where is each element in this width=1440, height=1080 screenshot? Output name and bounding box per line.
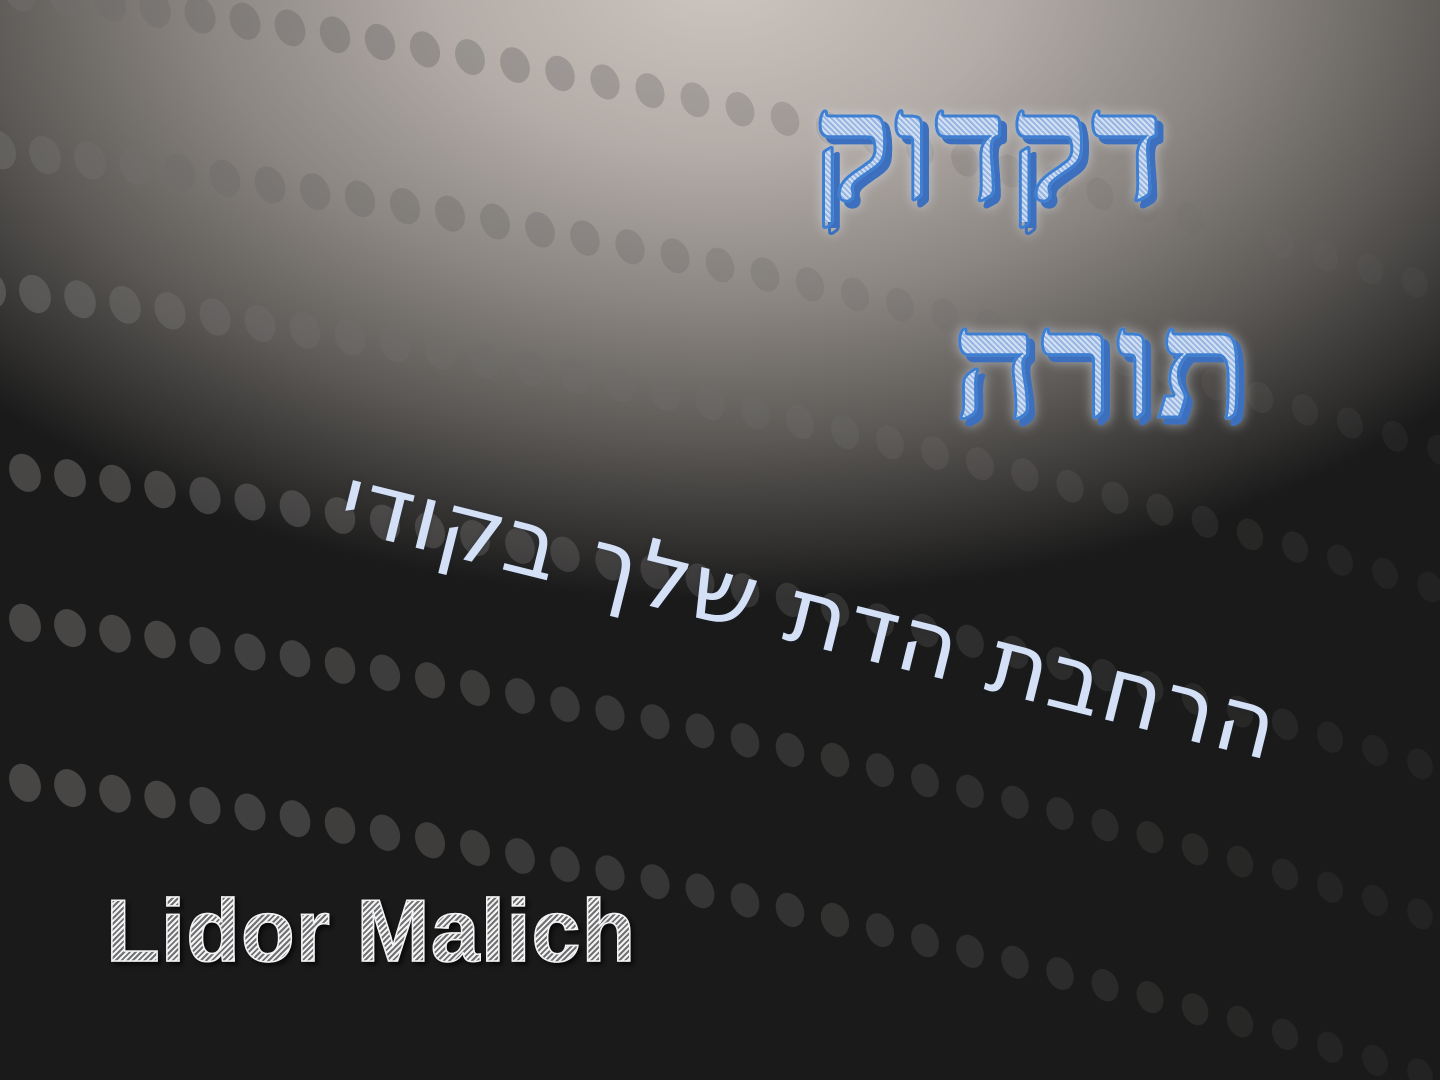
decorative-dot xyxy=(93,610,136,658)
decorative-dot xyxy=(1187,501,1224,542)
decorative-dot xyxy=(1041,953,1079,995)
decorative-dot xyxy=(680,869,720,913)
decorative-dot xyxy=(630,68,670,112)
decorative-dot xyxy=(13,270,57,319)
decorative-dot xyxy=(635,699,675,743)
decorative-dot xyxy=(1402,1054,1437,1080)
decorative-dot xyxy=(1222,841,1259,882)
decorative-dot xyxy=(951,770,989,812)
decorative-dot xyxy=(0,0,42,17)
decorative-dot xyxy=(93,460,136,508)
slide-subtitle: הרחבת הדת שלך בקודי xyxy=(329,445,1291,782)
decorative-dot xyxy=(1422,430,1440,469)
decorative-dot xyxy=(1222,1001,1259,1042)
decorative-dot xyxy=(1141,489,1178,530)
decorative-dot xyxy=(48,604,92,652)
decorative-dot xyxy=(3,598,47,647)
decorative-dot xyxy=(585,60,625,105)
decorative-dot xyxy=(138,616,181,664)
decorative-dot xyxy=(996,941,1034,983)
decorative-dot xyxy=(464,337,505,383)
decorative-dot xyxy=(184,472,227,520)
decorative-dot xyxy=(1332,403,1368,443)
decorative-dot xyxy=(675,78,715,122)
decorative-dot xyxy=(138,776,181,824)
decorative-dot xyxy=(780,400,819,444)
author-name: Lidor Malich xyxy=(106,881,637,980)
decorative-dot xyxy=(1217,210,1254,251)
decorative-dot xyxy=(1051,465,1089,507)
decorative-dot xyxy=(179,0,222,39)
decorative-dot xyxy=(88,0,131,27)
decorative-dot xyxy=(0,264,12,313)
decorative-dot xyxy=(635,859,675,903)
decorative-dot xyxy=(815,738,854,781)
slide-title-line-2: תורה xyxy=(952,277,1250,453)
decorative-dot xyxy=(184,782,227,830)
decorative-dot xyxy=(274,795,316,842)
decorative-dot xyxy=(48,764,92,812)
decorative-dot xyxy=(540,51,581,96)
decorative-dot xyxy=(1357,881,1393,921)
decorative-dot xyxy=(1357,1041,1393,1080)
decorative-dot xyxy=(520,207,561,252)
decorative-dot xyxy=(149,287,192,335)
decorative-dot xyxy=(409,817,450,863)
decorative-dot xyxy=(600,362,640,407)
decorative-dot xyxy=(3,758,47,807)
decorative-dot xyxy=(1177,829,1214,870)
decorative-dot xyxy=(1402,894,1437,933)
decorative-dot xyxy=(0,443,2,492)
decorative-dot xyxy=(1377,417,1413,456)
decorative-dot xyxy=(384,183,426,229)
decorative-dot xyxy=(495,42,536,87)
decorative-dot xyxy=(1131,817,1168,858)
decorative-dot xyxy=(184,622,227,670)
decorative-dot xyxy=(319,802,361,849)
decorative-dot xyxy=(0,753,2,802)
decorative-dot xyxy=(680,709,720,753)
decorative-dot xyxy=(500,833,541,878)
decorative-dot xyxy=(770,888,809,932)
decorative-dot xyxy=(1086,965,1123,1006)
decorative-dot xyxy=(319,642,361,689)
decorative-dot xyxy=(68,136,112,184)
decorative-dot xyxy=(138,466,181,514)
decorative-dot xyxy=(826,410,865,453)
decorative-dot xyxy=(881,283,920,326)
decorative-dot xyxy=(229,788,272,835)
decorative-dot xyxy=(409,657,450,703)
decorative-dot xyxy=(23,131,67,180)
decorative-dot xyxy=(1086,805,1123,846)
decorative-dot xyxy=(555,354,596,399)
decorative-dot xyxy=(294,168,336,215)
decorative-dot xyxy=(590,691,630,736)
decorative-dot xyxy=(1232,514,1268,554)
decorative-dot xyxy=(690,381,730,425)
decorative-dot xyxy=(836,273,875,316)
decorative-dot xyxy=(133,0,176,33)
decorative-dot xyxy=(1322,540,1358,580)
decorative-dot xyxy=(871,421,910,464)
decorative-dot xyxy=(329,314,371,361)
decorative-dot xyxy=(1287,390,1323,430)
decorative-dot xyxy=(1397,263,1433,302)
decorative-dot xyxy=(1041,793,1079,835)
decorative-dot xyxy=(745,253,784,297)
decorative-dot xyxy=(48,454,92,502)
decorative-dot xyxy=(545,682,586,727)
decorative-dot xyxy=(906,759,944,802)
decorative-dot xyxy=(364,810,406,856)
decorative-dot xyxy=(284,307,326,354)
decorative-dot xyxy=(359,19,401,65)
decorative-dot xyxy=(1262,223,1298,263)
decorative-dot xyxy=(204,155,247,202)
decorative-dot xyxy=(1006,454,1044,496)
decorative-dot xyxy=(113,142,156,190)
decorative-dot xyxy=(1352,249,1388,289)
decorative-dot xyxy=(861,749,900,792)
decorative-dot xyxy=(725,878,764,922)
decorative-dot xyxy=(906,919,944,962)
decorative-dot xyxy=(269,4,311,51)
decorative-dot xyxy=(339,176,381,223)
decorative-dot xyxy=(500,673,541,718)
decorative-dot xyxy=(239,300,282,347)
decorative-dot xyxy=(861,909,900,952)
decorative-dot xyxy=(1357,731,1393,771)
decorative-dot xyxy=(735,391,774,435)
decorative-dot xyxy=(1312,1027,1348,1067)
decorative-dot xyxy=(790,263,829,307)
decorative-dot xyxy=(364,650,406,696)
decorative-dot xyxy=(1312,867,1348,907)
decorative-dot xyxy=(454,825,495,871)
decorative-dot xyxy=(314,11,356,58)
decorative-dot xyxy=(0,126,22,175)
decorative-dot xyxy=(1412,567,1440,606)
decorative-dot xyxy=(1177,989,1214,1030)
decorative-dot xyxy=(419,329,460,375)
decorative-dot xyxy=(996,781,1034,823)
decorative-dot xyxy=(1172,197,1209,238)
decorative-dot xyxy=(610,224,650,269)
decorative-dot xyxy=(93,770,136,818)
decorative-dot xyxy=(916,432,954,475)
decorative-dot xyxy=(103,281,146,329)
decorative-dot xyxy=(1277,527,1313,567)
decorative-dot xyxy=(655,234,695,278)
decorative-dot xyxy=(229,628,272,675)
decorative-dot xyxy=(374,321,416,367)
decorative-dot xyxy=(1131,977,1168,1018)
decorative-dot xyxy=(815,898,854,941)
decorative-dot xyxy=(474,199,515,245)
decorative-dot xyxy=(43,0,87,22)
decorative-dot xyxy=(1267,1014,1303,1054)
decorative-dot xyxy=(565,216,606,261)
decorative-dot xyxy=(1096,477,1133,518)
decorative-dot xyxy=(1402,744,1437,783)
decorative-dot xyxy=(159,148,202,196)
decorative-dot xyxy=(951,930,989,972)
decorative-dot xyxy=(720,87,760,131)
decorative-dot xyxy=(274,635,316,682)
decorative-dot xyxy=(224,0,267,45)
decorative-dot xyxy=(645,371,685,415)
decorative-dot xyxy=(404,26,445,72)
decorative-dot xyxy=(725,718,764,762)
decorative-dot xyxy=(1307,236,1343,276)
slide-title-line-1: דקדוק xyxy=(811,59,1165,235)
decorative-dot xyxy=(58,275,102,323)
decorative-dot xyxy=(454,665,495,711)
decorative-dot xyxy=(194,293,237,341)
decorative-dot xyxy=(1367,554,1403,594)
decorative-dot xyxy=(3,448,47,497)
decorative-dot xyxy=(429,191,470,237)
decorative-dot xyxy=(510,345,551,390)
decorative-dot xyxy=(449,34,490,80)
decorative-dot xyxy=(770,728,809,772)
decorative-dot xyxy=(765,97,804,141)
decorative-dot xyxy=(1267,854,1303,894)
decorative-dot xyxy=(0,593,2,642)
decorative-dot xyxy=(700,243,740,287)
decorative-dot xyxy=(249,161,291,208)
